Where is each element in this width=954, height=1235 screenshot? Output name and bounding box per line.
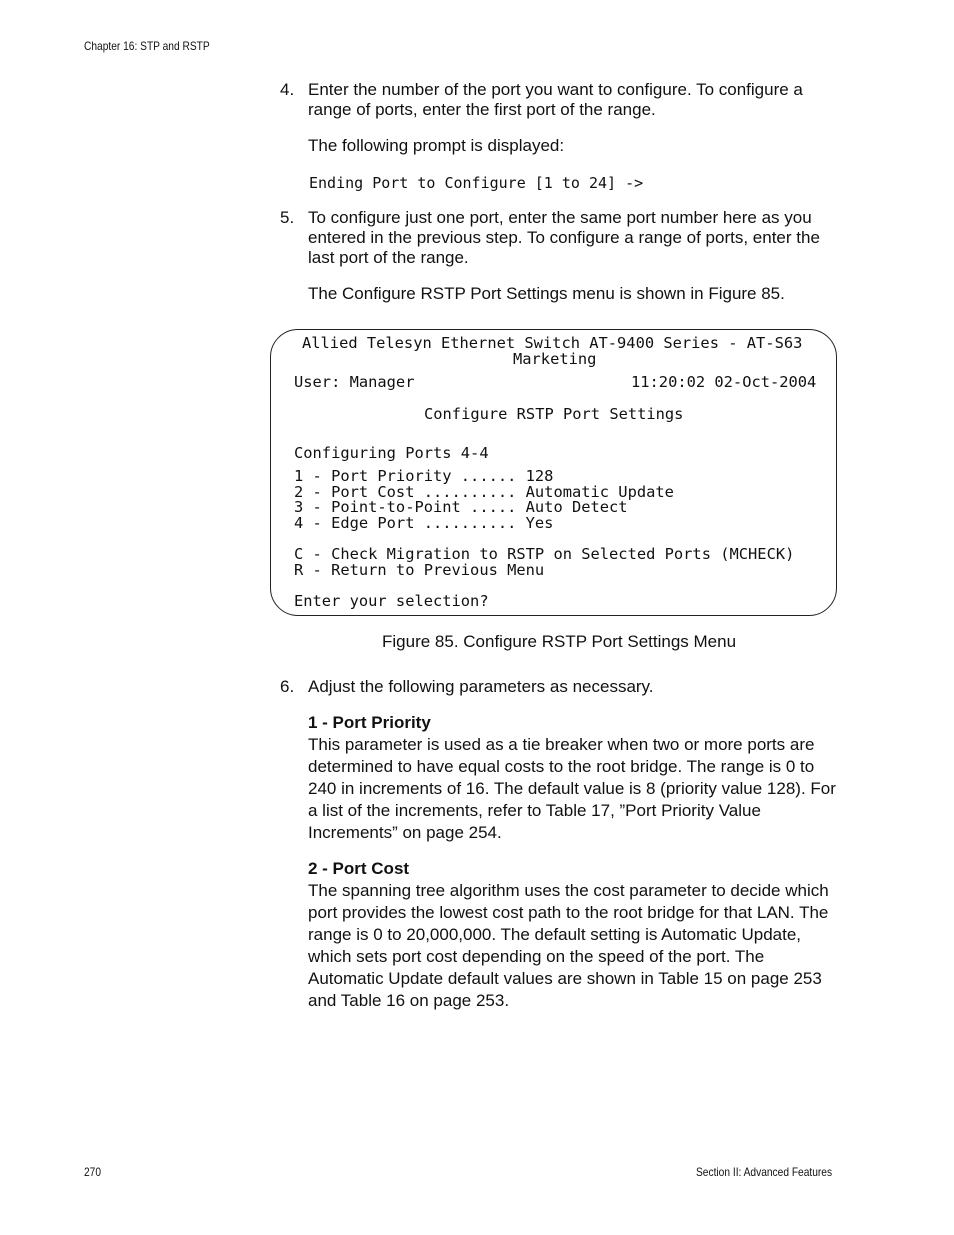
menu-command-return: R - Return to Previous Menu bbox=[294, 561, 545, 579]
step-6 bbox=[280, 677, 840, 697]
page-number: 270 bbox=[84, 1165, 102, 1179]
step-4 bbox=[280, 80, 840, 120]
figure-reference: The Configure RSTP Port Settings menu is shown in Figure 85. bbox=[308, 284, 785, 303]
chapter-header: Chapter 16: STP and RSTP bbox=[84, 39, 210, 53]
terminal-configuring: Configuring Ports 4-4 bbox=[294, 444, 489, 462]
menu-option-edge-port: 4 - Edge Port .......... Yes bbox=[294, 514, 554, 532]
terminal-user: User: Manager bbox=[294, 373, 415, 391]
param-port-cost bbox=[308, 858, 843, 1012]
ending-port-prompt: Ending Port to Configure [1 to 24] -> bbox=[309, 174, 644, 192]
menu-option-port-cost: 2 - Port Cost .......... Automatic Update bbox=[294, 483, 674, 501]
step-number: 5. bbox=[280, 208, 295, 227]
menu-option-point-to-point: 3 - Point-to-Point ..... Auto Detect bbox=[294, 498, 628, 516]
step-text: To configure just one port, enter the same port number here as you entered in the previous step. To configure a range of ports, enter the last port of the range. bbox=[308, 208, 820, 267]
footer-section: Section II: Advanced Features bbox=[696, 1165, 833, 1179]
step-text: Enter the number of the port you want to configure. To configure a range of ports, enter the first port of the range. bbox=[308, 80, 803, 119]
terminal-title-line2: Marketing bbox=[513, 350, 597, 368]
terminal-prompt: Enter your selection? bbox=[294, 592, 489, 610]
menu-command-check-migration: C - Check Migration to RSTP on Selected Ports (MCHECK) bbox=[294, 545, 795, 563]
step-number: 4. bbox=[280, 80, 295, 99]
param-title: 2 - Port Cost bbox=[308, 859, 410, 878]
param-body: This parameter is used as a tie breaker when two or more ports are determined to have equal costs to the root bridge. The range is 0 to 240 in increments of 16. The default value is 8 (priority value 128). For a list of the increments, refer to Table 17, ”Port Priority Value Increments” on page 254. bbox=[308, 735, 836, 842]
param-title: 1 - Port Priority bbox=[308, 713, 431, 732]
param-body: The spanning tree algorithm uses the cost parameter to decide which port provides the lowest cost path to the root bridge for that LAN. The range is 0 to 20,000,000. The default setting is Automatic Update, which sets port cost depending on the speed of the port. The Automatic Update default values are shown in Table 15 on page 253 and Table 16 on page 253. bbox=[308, 881, 829, 1010]
terminal-datetime: 11:20:02 02-Oct-2004 bbox=[631, 373, 817, 391]
step-number: 6. bbox=[280, 677, 295, 696]
param-port-priority bbox=[308, 712, 843, 844]
figure-caption: Figure 85. Configure RSTP Port Settings Menu bbox=[382, 632, 737, 651]
terminal-title-line1: Allied Telesyn Ethernet Switch AT-9400 Series - AT-S63 bbox=[302, 334, 803, 352]
step-text: Adjust the following parameters as necessary. bbox=[308, 677, 654, 696]
menu-option-port-priority: 1 - Port Priority ...... 128 bbox=[294, 467, 554, 485]
step-5 bbox=[280, 208, 840, 268]
prompt-intro: The following prompt is displayed: bbox=[308, 136, 565, 155]
terminal-menu-title: Configure RSTP Port Settings bbox=[424, 405, 684, 423]
